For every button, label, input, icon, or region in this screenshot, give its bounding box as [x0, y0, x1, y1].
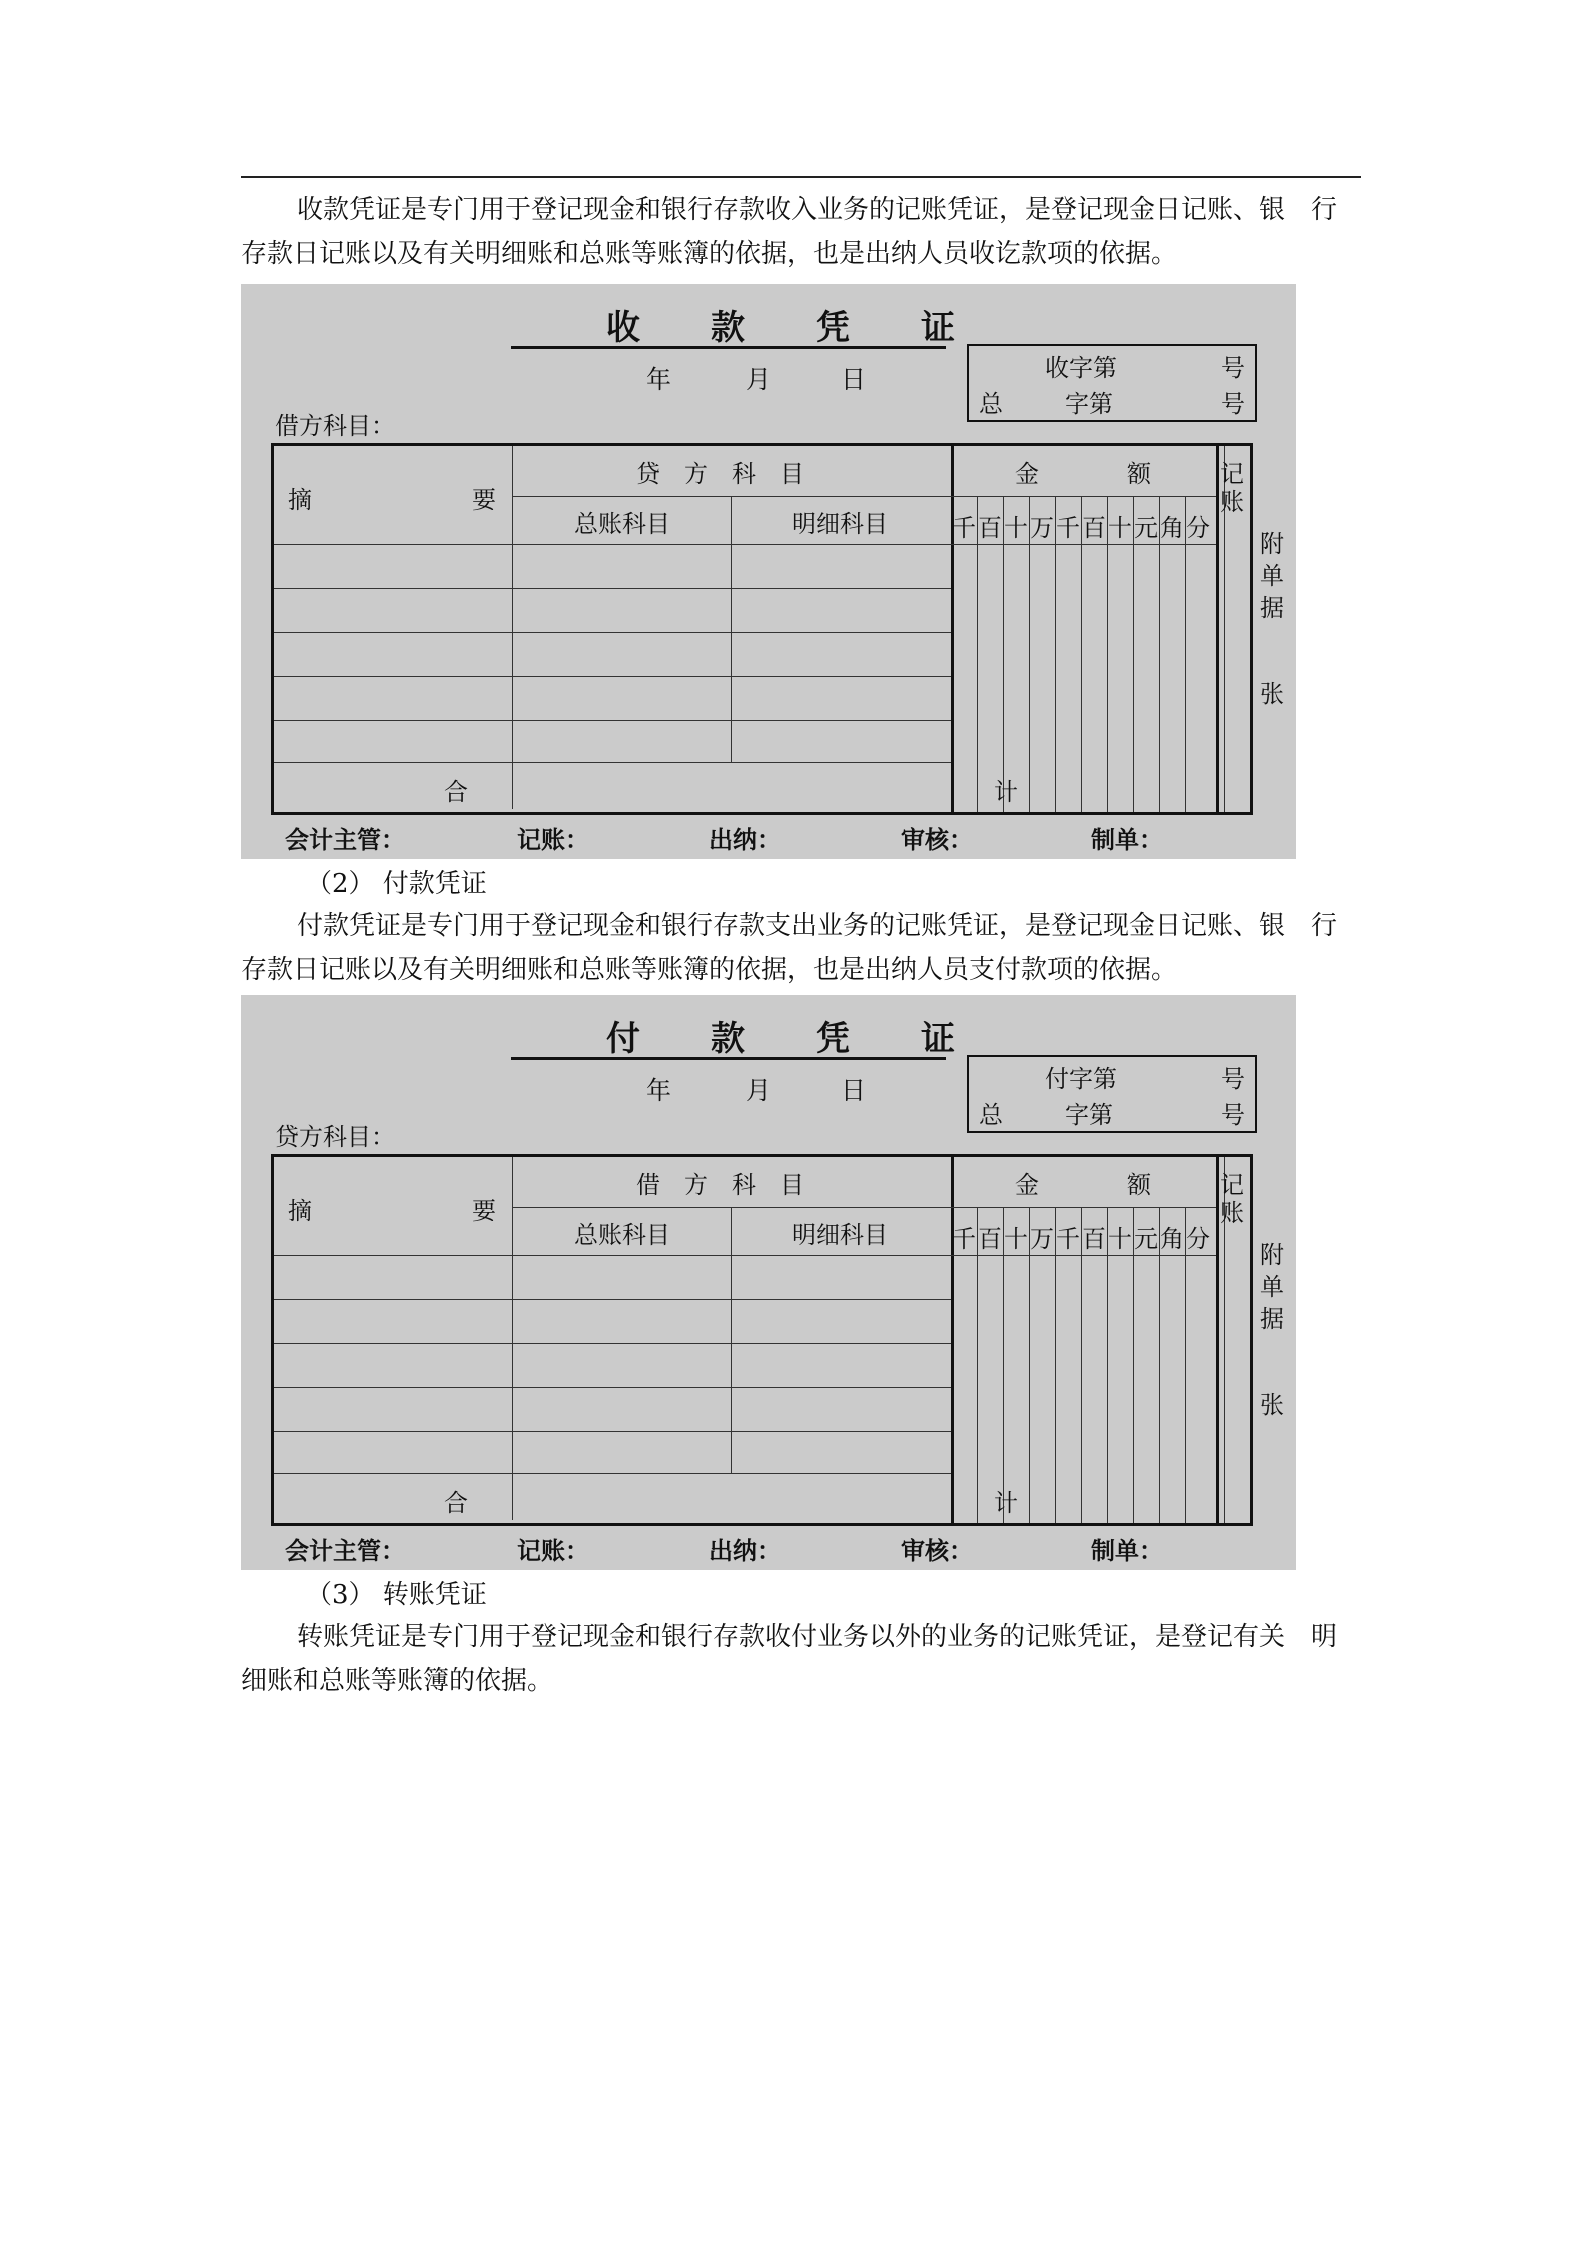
- transfer-desc-line-1: 转账凭证是专门用于登记现金和银行存款收付业务以外的业务的记账凭证，是登记有关 明: [297, 1622, 1338, 1652]
- voucher-label: 账: [1220, 488, 1244, 516]
- voucher-label: 方: [684, 1171, 708, 1199]
- voucher-label: 会计主管：: [285, 1537, 405, 1565]
- voucher-label: 十: [1004, 514, 1028, 542]
- voucher-label: 万: [1030, 1225, 1054, 1253]
- table-column-line: [731, 1207, 732, 1473]
- voucher-label: 元: [1134, 1225, 1158, 1253]
- digit-header: 千: [952, 514, 976, 542]
- voucher-label: 科: [732, 1171, 756, 1199]
- voucher-label: 十: [1004, 1225, 1028, 1253]
- voucher-label: 凭: [816, 1019, 850, 1059]
- table-column-line: [1081, 1207, 1082, 1523]
- col-detail-ledger: 明细科目: [792, 510, 888, 538]
- col-credit-account: 贷: [636, 460, 660, 488]
- table-column-line: [1003, 496, 1004, 812]
- table-row-line: [951, 496, 1216, 497]
- table-row-line: [274, 1431, 951, 1432]
- attachments-count-label: 张: [1260, 680, 1284, 708]
- voucher-label: 收: [606, 308, 640, 348]
- table-row-line: [512, 1207, 951, 1208]
- col-posted: 记: [1220, 460, 1244, 488]
- table-row-line: [951, 1207, 1216, 1208]
- voucher-label: 计: [994, 1489, 1018, 1517]
- voucher-label: 收字第: [1045, 354, 1117, 382]
- voucher-label: 审核：: [901, 826, 973, 854]
- voucher-label: 百: [978, 514, 1002, 542]
- table-column-line: [977, 1207, 978, 1523]
- title-underline: [511, 1057, 946, 1060]
- header-rule: [241, 176, 1361, 178]
- table-column-line: [951, 1157, 954, 1523]
- col-general-ledger: 总账科目: [574, 510, 670, 538]
- voucher-label: 日: [841, 1076, 867, 1105]
- table-row-line: [274, 1473, 951, 1474]
- voucher-label: 单: [1260, 562, 1284, 590]
- table-column-line: [1216, 1157, 1219, 1523]
- voucher-label: 日: [841, 365, 867, 394]
- voucher-table: [271, 443, 1253, 815]
- voucher-label: 出纳：: [709, 1537, 781, 1565]
- voucher-label: 付: [606, 1019, 640, 1059]
- side-account-label: 贷方科目：: [275, 1123, 395, 1151]
- payment-desc-line-2: 存款日记账以及有关明细账和总账等账簿的依据，也是出纳人员支付款项的依据。: [241, 955, 1178, 985]
- voucher-label: 千: [1056, 1225, 1080, 1253]
- table-column-line: [731, 496, 732, 762]
- table-column-line: [1133, 1207, 1134, 1523]
- voucher-label: 额: [1127, 460, 1151, 488]
- table-column-line: [1029, 1207, 1030, 1523]
- voucher-label: 年: [646, 1076, 672, 1105]
- receipt-voucher-image: [241, 284, 1296, 859]
- payment-description: [241, 904, 1361, 992]
- voucher-label: 月: [746, 365, 772, 394]
- voucher-label: 附: [1260, 530, 1284, 558]
- voucher-label: 科: [732, 460, 756, 488]
- receipt-desc-line-2: 存款日记账以及有关明细账和总账等账簿的依据，也是出纳人员收讫款项的依据。: [241, 239, 1178, 269]
- col-posted: 记: [1220, 1171, 1244, 1199]
- voucher-label: 凭: [816, 308, 850, 348]
- table-row-line: [274, 720, 951, 721]
- transfer-description: [241, 1615, 1361, 1703]
- side-account-label: 借方科目：: [275, 412, 395, 440]
- table-row-line: [274, 676, 951, 677]
- voucher-label: 目: [780, 460, 804, 488]
- voucher-label: 百: [1082, 1225, 1106, 1253]
- voucher-table: [271, 1154, 1253, 1526]
- table-column-line: [1055, 496, 1056, 812]
- table-column-line: [1081, 496, 1082, 812]
- table-column-line: [951, 446, 954, 812]
- receipt-description: [241, 188, 1361, 276]
- table-column-line: [1029, 496, 1030, 812]
- voucher-label: 证: [921, 308, 955, 348]
- voucher-label: 角: [1160, 1225, 1184, 1253]
- table-row-line: [274, 632, 951, 633]
- voucher-label: 计: [994, 778, 1018, 806]
- attachments-label: [1260, 528, 1284, 624]
- total-row: 合: [444, 1489, 468, 1517]
- table-row-line: [274, 1255, 1216, 1256]
- table-column-line: [1185, 496, 1186, 812]
- col-debit-account: 借: [636, 1171, 660, 1199]
- table-row-line: [512, 496, 951, 497]
- table-column-line: [1159, 1207, 1160, 1523]
- title-underline: [511, 346, 946, 349]
- table-column-line: [1159, 496, 1160, 812]
- transfer-heading: （3） 转账凭证: [306, 1580, 487, 1610]
- receipt-desc-line-1: 收款凭证是专门用于登记现金和银行存款收入业务的记账凭证，是登记现金日记账、银 行: [297, 195, 1338, 225]
- voucher-label: 号: [1221, 1065, 1245, 1093]
- voucher-label: 千: [1056, 514, 1080, 542]
- col-amount: 金: [1015, 460, 1039, 488]
- voucher-label: 记账：: [517, 826, 589, 854]
- table-column-line: [1107, 496, 1108, 812]
- payment-voucher-image: [241, 995, 1296, 1570]
- voucher-label: 据: [1260, 594, 1284, 622]
- table-column-line: [1216, 446, 1219, 812]
- voucher-number-box: [967, 344, 1257, 422]
- table-column-line: [1107, 1207, 1108, 1523]
- voucher-label: 要: [472, 486, 496, 514]
- voucher-label: 会计主管：: [285, 826, 405, 854]
- voucher-label: 号: [1221, 1101, 1245, 1129]
- voucher-label: 付字第: [1045, 1065, 1117, 1093]
- voucher-label: 分: [1186, 514, 1210, 542]
- voucher-label: 角: [1160, 514, 1184, 542]
- voucher-label: 账: [1220, 1199, 1244, 1227]
- voucher-label: 分: [1186, 1225, 1210, 1253]
- voucher-label: 制单：: [1091, 826, 1163, 854]
- voucher-label: 十: [1108, 1225, 1132, 1253]
- payment-desc-line-1: 付款凭证是专门用于登记现金和银行存款支出业务的记账凭证，是登记现金日记账、银 行: [297, 911, 1338, 941]
- col-summary: 摘: [288, 1197, 312, 1225]
- attachments-label: [1260, 1239, 1284, 1335]
- total-row: 合: [444, 778, 468, 806]
- voucher-label: 要: [472, 1197, 496, 1225]
- table-row-line: [274, 1299, 951, 1300]
- voucher-label: 审核：: [901, 1537, 973, 1565]
- voucher-label: 额: [1127, 1171, 1151, 1199]
- voucher-label: 总: [979, 390, 1003, 418]
- voucher-label: 年: [646, 365, 672, 394]
- table-row-line: [274, 588, 951, 589]
- transfer-desc-line-2: 细账和总账等账簿的依据。: [241, 1666, 554, 1696]
- col-summary: 摘: [288, 486, 312, 514]
- voucher-label: 出纳：: [709, 826, 781, 854]
- voucher-label: 总: [979, 1101, 1003, 1129]
- attachments-count-label: 张: [1260, 1391, 1284, 1419]
- voucher-label: 制单：: [1091, 1537, 1163, 1565]
- table-column-line: [1055, 1207, 1056, 1523]
- table-column-line: [512, 1157, 513, 1520]
- voucher-label: 万: [1030, 514, 1054, 542]
- voucher-label: 单: [1260, 1273, 1284, 1301]
- voucher-label: 附: [1260, 1241, 1284, 1269]
- voucher-label: 证: [921, 1019, 955, 1059]
- payment-heading: （2） 付款凭证: [306, 869, 487, 899]
- voucher-label: 款: [711, 308, 745, 348]
- col-detail-ledger: 明细科目: [792, 1221, 888, 1249]
- table-column-line: [977, 496, 978, 812]
- voucher-label: 目: [780, 1171, 804, 1199]
- table-column-line: [512, 446, 513, 809]
- voucher-label: 百: [978, 1225, 1002, 1253]
- voucher-label: 款: [711, 1019, 745, 1059]
- table-column-line: [1003, 1207, 1004, 1523]
- voucher-label: 字第: [1065, 390, 1113, 418]
- table-row-line: [274, 1387, 951, 1388]
- voucher-label: 记账：: [517, 1537, 589, 1565]
- digit-header: 千: [952, 1225, 976, 1253]
- voucher-label: 方: [684, 460, 708, 488]
- table-row-line: [274, 762, 951, 763]
- table-row-line: [274, 1343, 951, 1344]
- voucher-label: 字第: [1065, 1101, 1113, 1129]
- table-column-line: [1133, 496, 1134, 812]
- col-amount: 金: [1015, 1171, 1039, 1199]
- voucher-label: 月: [746, 1076, 772, 1105]
- voucher-label: 据: [1260, 1305, 1284, 1333]
- voucher-number-box: [967, 1055, 1257, 1133]
- col-general-ledger: 总账科目: [574, 1221, 670, 1249]
- table-column-line: [1185, 1207, 1186, 1523]
- table-row-line: [274, 544, 1216, 545]
- voucher-label: 十: [1108, 514, 1132, 542]
- voucher-label: 号: [1221, 390, 1245, 418]
- voucher-label: 号: [1221, 354, 1245, 382]
- voucher-label: 百: [1082, 514, 1106, 542]
- voucher-label: 元: [1134, 514, 1158, 542]
